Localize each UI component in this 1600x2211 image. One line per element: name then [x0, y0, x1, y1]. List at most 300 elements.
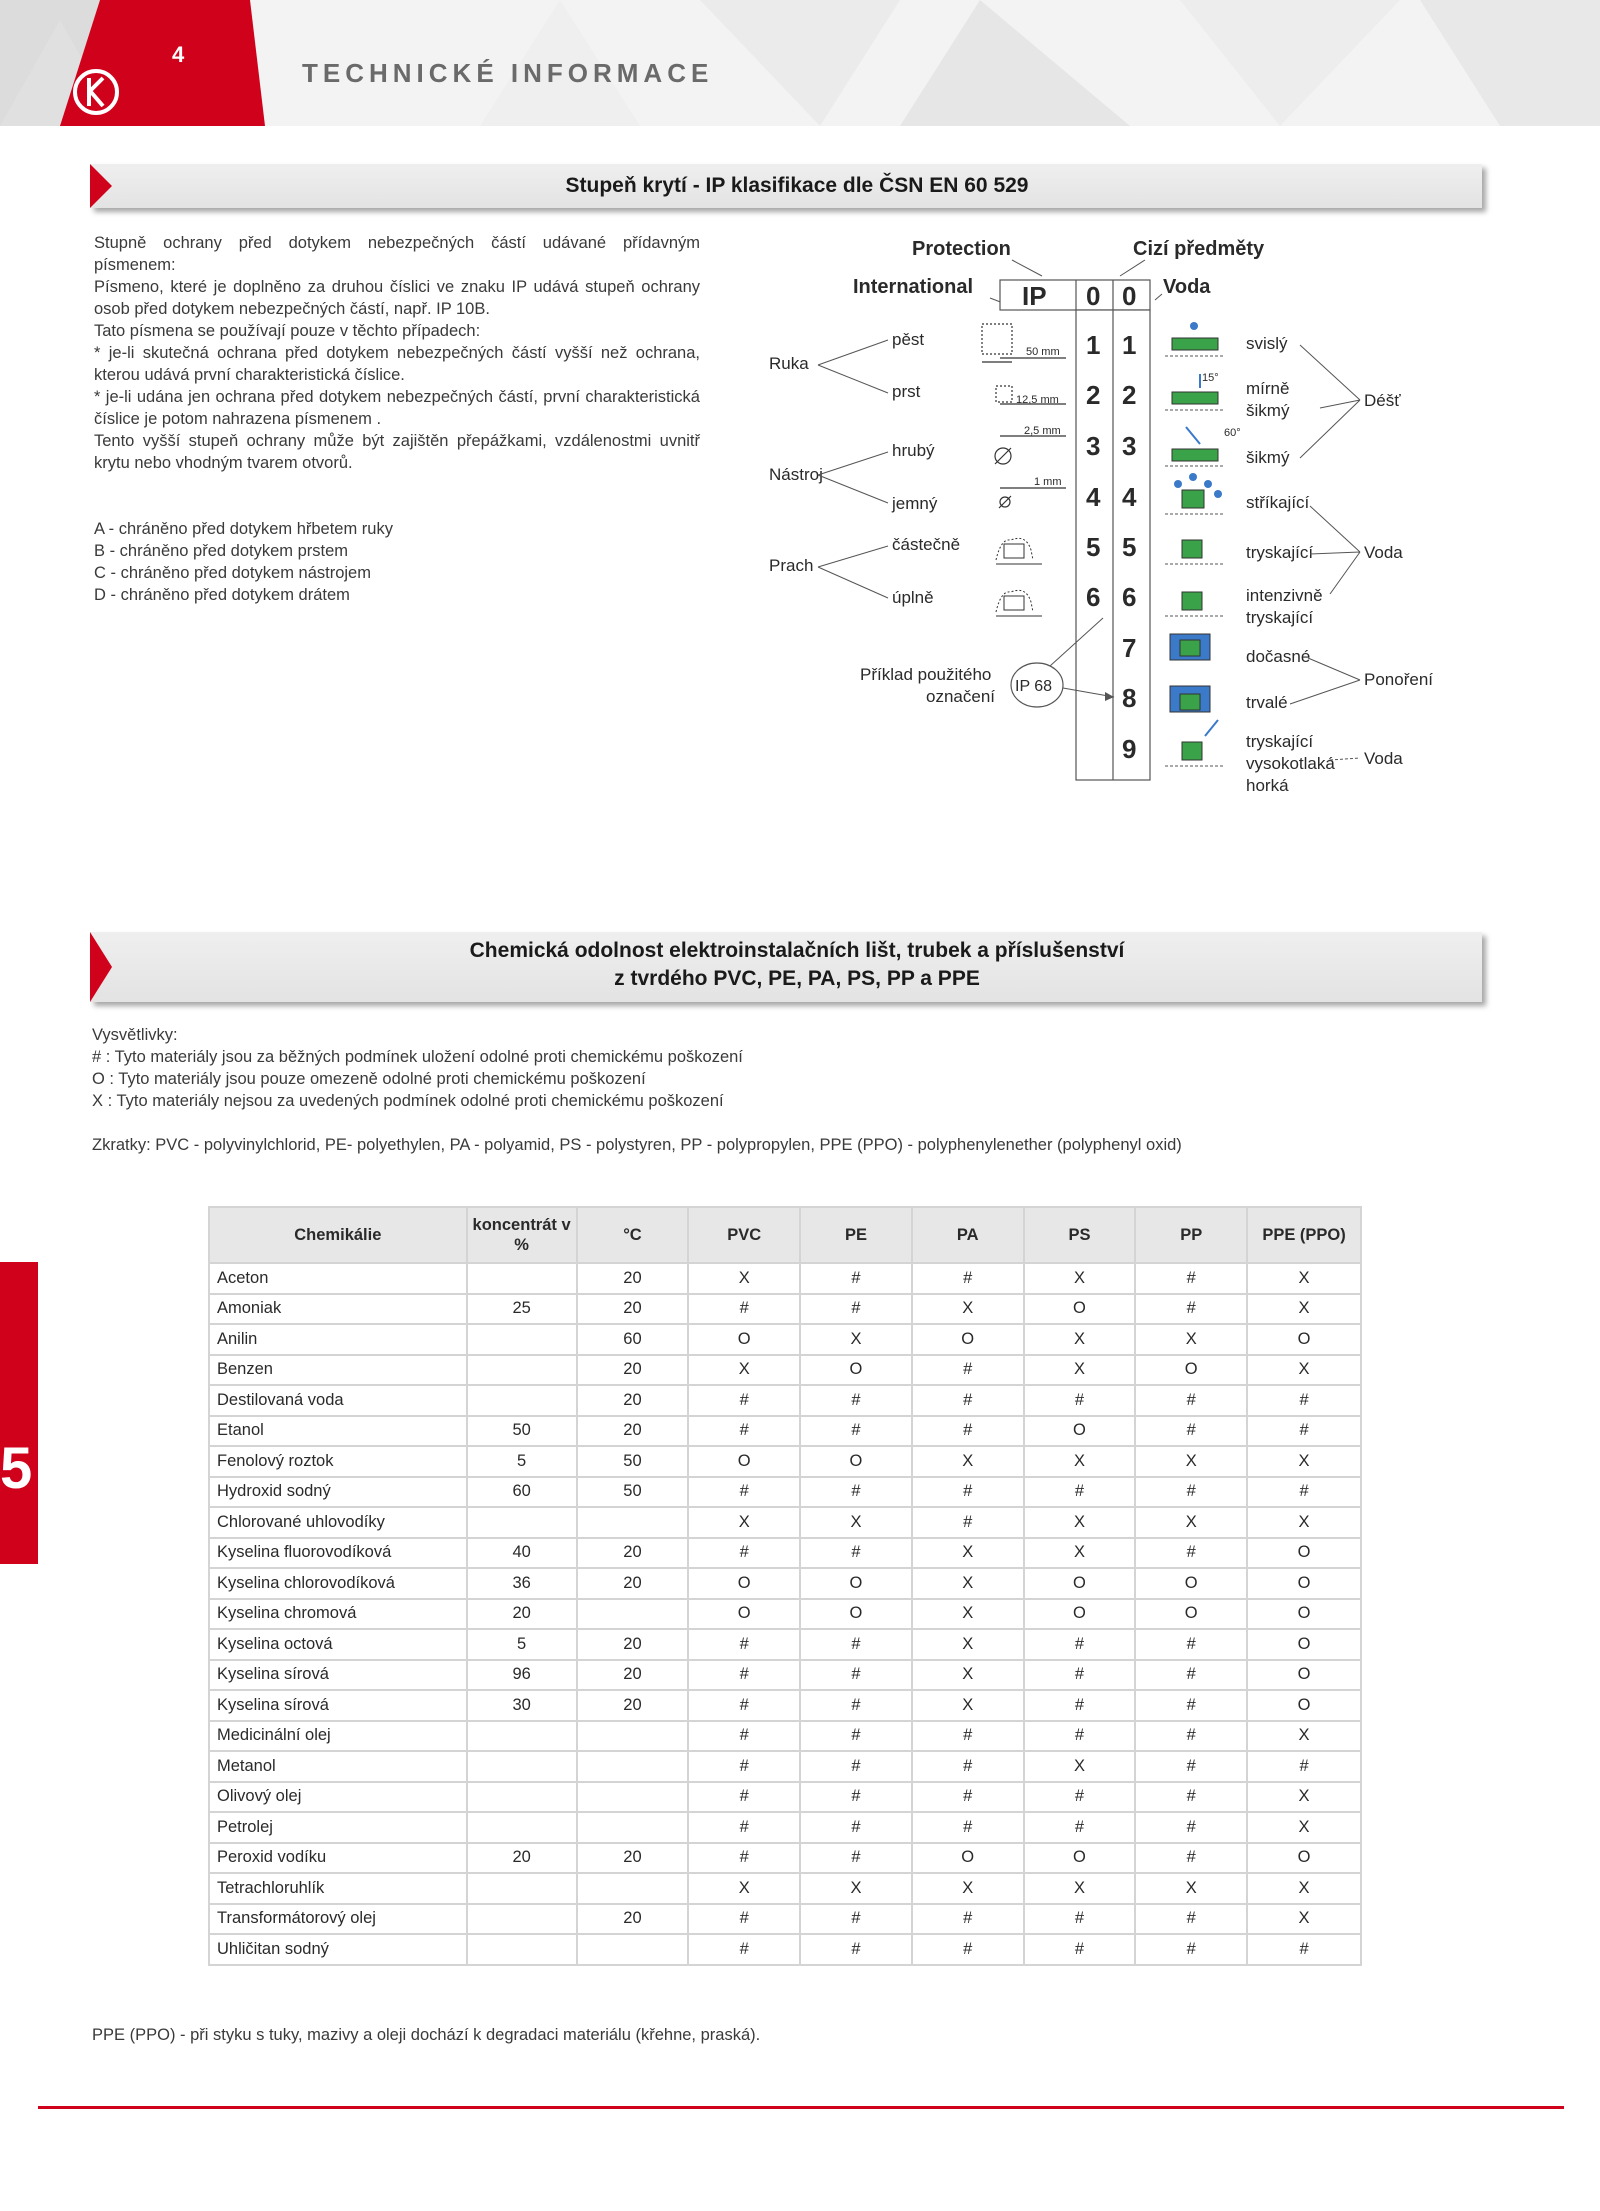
table-row	[209, 1599, 1361, 1630]
item-partial: částečně	[892, 535, 961, 554]
table-cell: O	[1247, 1660, 1361, 1691]
table-cell: O	[800, 1599, 912, 1630]
table-cell: X	[912, 1294, 1024, 1325]
chemical-name-cell: Kyselina chromová	[209, 1599, 467, 1630]
table-row	[209, 1843, 1361, 1874]
table-cell: X	[912, 1660, 1024, 1691]
chemical-name-cell: Medicinální olej	[209, 1721, 467, 1752]
column-header: PP	[1135, 1207, 1247, 1263]
table-cell: X	[1247, 1721, 1361, 1752]
table-cell	[577, 1873, 689, 1904]
item-jetting: tryskající	[1246, 608, 1314, 627]
chemical-name-cell: Hydroxid sodný	[209, 1477, 467, 1508]
table-cell: #	[912, 1263, 1024, 1294]
table-header-row	[209, 1207, 1361, 1263]
ip-description	[94, 232, 700, 474]
item-fine: jemný	[892, 494, 938, 513]
angle-label: 60°	[1224, 427, 1241, 439]
table-cell: O	[688, 1568, 800, 1599]
table-row	[209, 1446, 1361, 1477]
table-cell: #	[1135, 1660, 1247, 1691]
table-cell: O	[1024, 1416, 1136, 1447]
column-header: PS	[1024, 1207, 1136, 1263]
table-cell	[577, 1751, 689, 1782]
table-cell: X	[1247, 1812, 1361, 1843]
table-cell: O	[1024, 1568, 1136, 1599]
second-digit: 7	[1122, 633, 1137, 663]
table-cell	[577, 1721, 689, 1752]
table-cell: #	[1135, 1538, 1247, 1569]
table-cell: #	[1247, 1934, 1361, 1965]
table-row	[209, 1324, 1361, 1355]
table-cell	[467, 1934, 577, 1965]
example-code: IP 68	[1015, 678, 1053, 695]
table-cell: #	[912, 1782, 1024, 1813]
table-cell: X	[1247, 1782, 1361, 1813]
table-row	[209, 1782, 1361, 1813]
table-cell: 96	[467, 1660, 577, 1691]
first-digit: 4	[1086, 482, 1101, 512]
item-hot: horká	[1246, 776, 1289, 795]
table-cell	[467, 1324, 577, 1355]
chem-section-title	[112, 937, 1482, 993]
table-cell: #	[800, 1690, 912, 1721]
legend-item: B - chráněno před dotykem prstem	[94, 542, 349, 560]
table-cell: #	[800, 1385, 912, 1416]
table-cell	[577, 1599, 689, 1630]
first-digit: 2	[1086, 380, 1101, 410]
page-number: 4	[172, 42, 185, 67]
table-cell: #	[1135, 1843, 1247, 1874]
table-row	[209, 1660, 1361, 1691]
item-fist: pěst	[892, 330, 925, 349]
table-cell: #	[1024, 1934, 1136, 1965]
water-icons	[1170, 322, 1222, 760]
table-cell: #	[912, 1416, 1024, 1447]
table-cell: O	[1135, 1599, 1247, 1630]
chemical-name-cell: Kyselina fluorovodíková	[209, 1538, 467, 1569]
table-cell: #	[1135, 1690, 1247, 1721]
table-cell: #	[1024, 1782, 1136, 1813]
column-header: koncentrát v %	[467, 1207, 577, 1263]
table-cell: O	[912, 1843, 1024, 1874]
chemical-name-cell: Destilovaná voda	[209, 1385, 467, 1416]
chemical-name-cell: Uhličitan sodný	[209, 1934, 467, 1965]
table-cell: #	[800, 1751, 912, 1782]
table-cell: O	[1247, 1843, 1361, 1874]
size-label: 2,5 mm	[1024, 425, 1061, 437]
paragraph: Tento vyšší stupeň ochrany může být zajištěn přepážkami, vzdálenostmi uvnitř krytu nebo vhodným tvarem otvorů.	[94, 432, 700, 472]
table-cell: X	[1024, 1446, 1136, 1477]
table-cell: X	[1024, 1873, 1136, 1904]
water-label: Voda	[1163, 276, 1211, 298]
table-cell: #	[1135, 1782, 1247, 1813]
table-cell: #	[688, 1782, 800, 1813]
group-label-rain: Déšť	[1364, 391, 1401, 410]
table-row	[209, 1416, 1361, 1447]
table-cell: #	[800, 1477, 912, 1508]
table-cell: X	[1024, 1538, 1136, 1569]
table-cell: #	[1135, 1904, 1247, 1935]
table-footnote: PPE (PPO) - při styku s tuky, mazivy a oleji dochází k degradaci materiálu (křehne, praská).	[92, 2026, 761, 2044]
legend-item: D - chráněno před dotykem drátem	[94, 586, 350, 604]
table-row	[209, 1385, 1361, 1416]
table-cell: O	[1247, 1599, 1361, 1630]
table-cell: X	[1247, 1355, 1361, 1386]
table-cell: 20	[577, 1294, 689, 1325]
item-intensive: intenzivně	[1246, 586, 1323, 605]
table-cell: #	[1024, 1904, 1136, 1935]
item-oblique: šikmý	[1246, 401, 1290, 420]
table-cell: O	[800, 1446, 912, 1477]
table-cell: X	[688, 1355, 800, 1386]
table-row	[209, 1355, 1361, 1386]
table-cell: #	[688, 1751, 800, 1782]
table-cell: #	[1247, 1477, 1361, 1508]
table-cell: 20	[577, 1690, 689, 1721]
table-cell: #	[688, 1690, 800, 1721]
table-cell: X	[688, 1507, 800, 1538]
table-cell: 20	[577, 1385, 689, 1416]
chemical-name-cell: Benzen	[209, 1355, 467, 1386]
first-digit: 0	[1086, 281, 1101, 311]
table-cell: X	[1247, 1263, 1361, 1294]
table-cell: #	[1024, 1721, 1136, 1752]
table-cell: #	[688, 1477, 800, 1508]
table-cell: 20	[467, 1599, 577, 1630]
ip-section-title: Stupeň krytí - IP klasifikace dle ČSN EN 60 529	[565, 174, 1029, 197]
table-cell: #	[912, 1904, 1024, 1935]
table-cell: X	[800, 1507, 912, 1538]
table-row	[209, 1934, 1361, 1965]
table-cell	[577, 1812, 689, 1843]
table-cell: 50	[577, 1446, 689, 1477]
table-cell: O	[800, 1568, 912, 1599]
chem-title-line: Chemická odolnost elektroinstalačních lišt, trubek a příslušenství	[469, 939, 1125, 962]
table-cell: 50	[577, 1477, 689, 1508]
table-cell: #	[800, 1660, 912, 1691]
chemical-name-cell: Metanol	[209, 1751, 467, 1782]
second-digit: 0	[1122, 281, 1137, 311]
table-cell: #	[1024, 1629, 1136, 1660]
table-cell: X	[1135, 1446, 1247, 1477]
group-label-tool: Nástroj	[769, 465, 823, 484]
table-cell: #	[1135, 1416, 1247, 1447]
table-cell: #	[688, 1843, 800, 1874]
paragraph: Stupně ochrany před dotykem nebezpečných částí udávané přídavným písmenem:	[94, 234, 700, 274]
paragraph: Písmeno, které je doplněno za druhou číslici ve znaku IP udává stupeň ochrany osob před dotykem nebezpečných částí, např. IP 10B.	[94, 278, 700, 318]
table-cell	[577, 1782, 689, 1813]
table-cell: 60	[467, 1477, 577, 1508]
table-cell: O	[1135, 1355, 1247, 1386]
table-cell: X	[912, 1599, 1024, 1630]
table-cell: 20	[577, 1660, 689, 1691]
item-finger: prst	[892, 382, 921, 401]
table-cell: O	[1024, 1294, 1136, 1325]
page-header-title: TECHNICKÉ INFORMACE	[302, 58, 714, 88]
first-digit: 3	[1086, 431, 1101, 461]
table-cell: #	[800, 1812, 912, 1843]
table-cell: X	[1247, 1904, 1361, 1935]
table-cell: 36	[467, 1568, 577, 1599]
table-cell	[467, 1721, 577, 1752]
table-cell: 20	[577, 1568, 689, 1599]
second-digit: 2	[1122, 380, 1137, 410]
table-cell: #	[688, 1721, 800, 1752]
footer-divider	[38, 2106, 1564, 2109]
first-digit: 6	[1086, 582, 1101, 612]
table-cell: #	[1247, 1416, 1361, 1447]
table-cell	[467, 1904, 577, 1935]
chemical-name-cell: Transformátorový olej	[209, 1904, 467, 1935]
table-cell: #	[1135, 1263, 1247, 1294]
table-cell: #	[800, 1721, 912, 1752]
chemical-name-cell: Kyselina sírová	[209, 1660, 467, 1691]
table-cell: #	[800, 1934, 912, 1965]
table-cell: #	[1024, 1477, 1136, 1508]
item-oblique: šikmý	[1246, 448, 1290, 467]
table-cell: 5	[467, 1446, 577, 1477]
table-cell: #	[1024, 1690, 1136, 1721]
table-cell	[467, 1507, 577, 1538]
table-cell: #	[1135, 1477, 1247, 1508]
second-digit: 4	[1122, 482, 1137, 512]
note-line: # : Tyto materiály jsou za běžných podmínek uložení odolné proti chemickému poškození	[92, 1048, 743, 1066]
group-label-dust: Prach	[769, 556, 814, 575]
ip-code-label: IP	[1022, 281, 1047, 311]
table-cell	[577, 1507, 689, 1538]
page-header-graphic	[0, 0, 1600, 126]
table-cell: #	[800, 1538, 912, 1569]
chapter-number: 5	[0, 1436, 33, 1501]
chemical-name-cell: Kyselina sírová	[209, 1690, 467, 1721]
table-row	[209, 1812, 1361, 1843]
table-cell: #	[688, 1934, 800, 1965]
table-cell: O	[1247, 1538, 1361, 1569]
table-cell: X	[912, 1446, 1024, 1477]
table-cell: #	[800, 1629, 912, 1660]
table-cell: 20	[577, 1843, 689, 1874]
legend-item: A - chráněno před dotykem hřbetem ruky	[94, 520, 393, 538]
group-label-immersion: Ponoření	[1364, 670, 1433, 689]
second-digit: 5	[1122, 532, 1137, 562]
legend-item: C - chráněno před dotykem nástrojem	[94, 564, 371, 582]
note-line: X : Tyto materiály nejsou za uvedených podmínek odolné proti chemickému poškození	[92, 1092, 724, 1110]
chemical-name-cell: Chlorované uhlovodíky	[209, 1507, 467, 1538]
letter-legend	[94, 518, 700, 606]
column-header: PA	[912, 1207, 1024, 1263]
table-cell: #	[1247, 1385, 1361, 1416]
size-label: 12,5 mm	[1016, 394, 1059, 406]
table-cell: #	[1135, 1385, 1247, 1416]
table-cell: #	[688, 1294, 800, 1325]
table-cell: 20	[577, 1263, 689, 1294]
table-cell: O	[1024, 1843, 1136, 1874]
table-cell: 30	[467, 1690, 577, 1721]
note-line: Vysvětlivky:	[92, 1026, 178, 1044]
table-cell: O	[688, 1446, 800, 1477]
table-cell: #	[800, 1904, 912, 1935]
table-row	[209, 1721, 1361, 1752]
table-cell: #	[688, 1904, 800, 1935]
table-cell: 20	[577, 1629, 689, 1660]
table-cell: #	[1024, 1385, 1136, 1416]
second-digit: 1	[1122, 330, 1137, 360]
table-cell: X	[1135, 1507, 1247, 1538]
table-cell: X	[800, 1324, 912, 1355]
table-cell: #	[1247, 1751, 1361, 1782]
first-digit: 1	[1086, 330, 1101, 360]
table-cell: O	[688, 1599, 800, 1630]
second-digit: 3	[1122, 431, 1137, 461]
table-cell	[467, 1355, 577, 1386]
item-spraying: stříkající	[1246, 493, 1310, 512]
table-cell: O	[1247, 1568, 1361, 1599]
table-cell: #	[1135, 1812, 1247, 1843]
table-cell: X	[1247, 1507, 1361, 1538]
angle-label: 15°	[1202, 372, 1219, 384]
table-cell: X	[912, 1873, 1024, 1904]
second-digit: 9	[1122, 734, 1137, 764]
table-cell: X	[1135, 1324, 1247, 1355]
table-row	[209, 1873, 1361, 1904]
table-cell: #	[800, 1416, 912, 1447]
table-cell: #	[800, 1294, 912, 1325]
table-cell: 25	[467, 1294, 577, 1325]
chem-title-line: z tvrdého PVC, PE, PA, PS, PP a PPE	[614, 967, 980, 990]
size-label: 1 mm	[1034, 476, 1062, 488]
example-label: Příklad použitého	[860, 665, 992, 684]
chemical-name-cell: Petrolej	[209, 1812, 467, 1843]
size-label: 50 mm	[1026, 346, 1060, 358]
table-cell: #	[688, 1629, 800, 1660]
item-coarse: hrubý	[892, 441, 935, 460]
example-label: označení	[926, 687, 995, 706]
chemical-name-cell: Tetrachloruhlík	[209, 1873, 467, 1904]
table-cell: #	[912, 1507, 1024, 1538]
second-digit: 8	[1122, 683, 1137, 713]
table-cell: #	[800, 1843, 912, 1874]
table-cell	[467, 1263, 577, 1294]
table-cell: 50	[467, 1416, 577, 1447]
chemical-name-cell: Olivový olej	[209, 1782, 467, 1813]
table-cell: 20	[577, 1416, 689, 1447]
table-cell: #	[800, 1263, 912, 1294]
group-label-hand: Ruka	[769, 354, 809, 373]
table-cell: #	[688, 1385, 800, 1416]
table-cell: 60	[577, 1324, 689, 1355]
table-cell: 20	[467, 1843, 577, 1874]
column-header: PVC	[688, 1207, 800, 1263]
group-label-water: Voda	[1364, 749, 1403, 768]
chemical-name-cell: Fenolový roztok	[209, 1446, 467, 1477]
column-header: PPE (PPO)	[1247, 1207, 1361, 1263]
table-cell: O	[688, 1324, 800, 1355]
item-full: úplně	[892, 588, 934, 607]
table-cell: #	[912, 1355, 1024, 1386]
table-row	[209, 1629, 1361, 1660]
item-vertical: svislý	[1246, 334, 1288, 353]
table-cell: X	[800, 1873, 912, 1904]
table-cell: O	[912, 1324, 1024, 1355]
table-cell: O	[1135, 1568, 1247, 1599]
table-cell: #	[1135, 1934, 1247, 1965]
column-header: Chemikálie	[209, 1207, 467, 1263]
table-cell: #	[912, 1385, 1024, 1416]
table-cell	[467, 1782, 577, 1813]
chemical-name-cell: Kyselina chlorovodíková	[209, 1568, 467, 1599]
chapter-tab	[0, 1262, 38, 1564]
table-cell: #	[1135, 1294, 1247, 1325]
table-cell: O	[800, 1355, 912, 1386]
column-header: °C	[577, 1207, 689, 1263]
table-cell: 20	[577, 1904, 689, 1935]
table-row	[209, 1538, 1361, 1569]
table-cell: X	[912, 1629, 1024, 1660]
chemical-resistance-table	[208, 1206, 1362, 1966]
protection-label: Protection	[912, 238, 1011, 260]
table-cell: #	[912, 1812, 1024, 1843]
table-cell: #	[912, 1751, 1024, 1782]
table-cell: #	[912, 1477, 1024, 1508]
table-cell: X	[688, 1873, 800, 1904]
item-jetting: tryskající	[1246, 732, 1314, 751]
table-cell: X	[1247, 1446, 1361, 1477]
table-cell: #	[800, 1782, 912, 1813]
table-cell: X	[688, 1263, 800, 1294]
international-label: International	[853, 276, 974, 298]
table-cell	[577, 1934, 689, 1965]
table-cell: #	[912, 1721, 1024, 1752]
table-cell: O	[1247, 1324, 1361, 1355]
table-cell: X	[1024, 1507, 1136, 1538]
table-row	[209, 1690, 1361, 1721]
item-high-pressure: vysokotlaká	[1246, 754, 1335, 773]
chemical-name-cell: Anilin	[209, 1324, 467, 1355]
paragraph: * je-li skutečná ochrana před dotykem nebezpečných částí vyšší než ochrana, kterou udává první charakteristická číslice.	[94, 344, 700, 384]
table-cell: #	[1135, 1629, 1247, 1660]
ip-classification-diagram	[760, 228, 1580, 808]
group-label-water: Voda	[1364, 543, 1403, 562]
table-cell: X	[1247, 1294, 1361, 1325]
table-cell	[467, 1873, 577, 1904]
table-row	[209, 1263, 1361, 1294]
table-cell: #	[912, 1934, 1024, 1965]
table-row	[209, 1904, 1361, 1935]
table-cell: O	[1024, 1599, 1136, 1630]
table-cell	[467, 1812, 577, 1843]
chemical-name-cell: Peroxid vodíku	[209, 1843, 467, 1874]
table-cell: X	[1135, 1873, 1247, 1904]
foreign-objects-label: Cizí předměty	[1133, 238, 1265, 260]
abbreviations: Zkratky: PVC - polyvinylchlorid, PE- polyethylen, PA - polyamid, PS - polystyren, PP - polypropylen, PPE (PPO) - polyphenylenether (polyphenyl oxid)	[92, 1136, 1182, 1154]
table-row	[209, 1568, 1361, 1599]
chemical-name-cell: Amoniak	[209, 1294, 467, 1325]
legend-notes	[92, 1024, 743, 1112]
column-header: PE	[800, 1207, 912, 1263]
paragraph: * je-li udána jen ochrana před dotykem nebezpečných částí, první charakteristická číslice je potom nahrazena písmenem .	[94, 388, 700, 428]
table-cell: 20	[577, 1538, 689, 1569]
first-digit: 5	[1086, 532, 1101, 562]
note-line: O : Tyto materiály jsou pouze omezeně odolné proti chemickému poškození	[92, 1070, 646, 1088]
item-permanent: trvalé	[1246, 693, 1288, 712]
table-cell: X	[912, 1538, 1024, 1569]
table-cell: #	[688, 1538, 800, 1569]
section-flag-icon	[90, 164, 112, 208]
second-digit: 6	[1122, 582, 1137, 612]
chemical-name-cell: Aceton	[209, 1263, 467, 1294]
table-cell: X	[912, 1568, 1024, 1599]
